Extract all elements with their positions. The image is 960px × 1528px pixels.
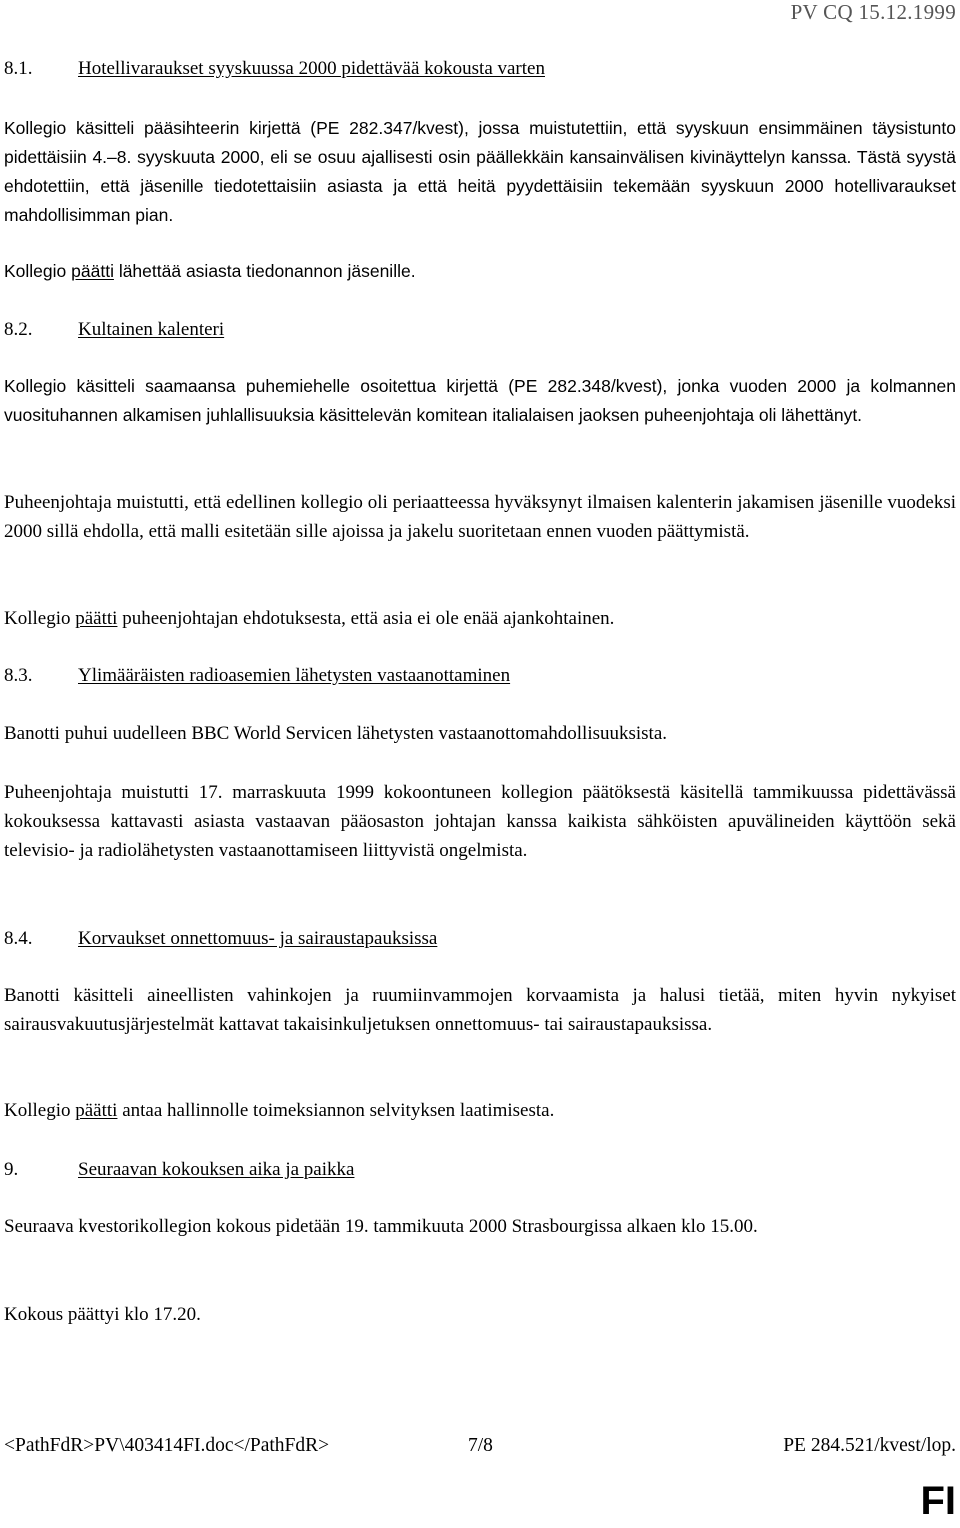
section-number: 8.2. <box>4 319 33 340</box>
section-heading-8-1 <box>4 54 956 83</box>
section-heading-9 <box>4 1155 956 1184</box>
decision-word: päätti <box>71 261 114 281</box>
section-number: 8.1. <box>4 58 33 79</box>
decision-paragraph: Kollegio päätti antaa hallinnolle toimeksiannon selvityksen laatimisesta. <box>4 1100 555 1121</box>
section-title: Seuraavan kokouksen aika ja paikka <box>78 1159 355 1180</box>
section-title: Korvaukset onnettomuus- ja sairaustapauksissa <box>78 928 438 949</box>
paragraph: Kollegio käsitteli saamaansa puhemiehelle osoitettua kirjettä (PE 282.348/kvest), jonka vuoden 2000 ja kolmannen vuosituhannen alkamisen juhlallisuuksia käsittelevän komitean italialaisen jaoksen puheenjohtaja oli lähettänyt. <box>4 376 956 425</box>
footer-page-number: 7/8 <box>468 1435 493 1456</box>
paragraph: Kollegio käsitteli pääsihteerin kirjettä (PE 282.347/kvest), jossa muistutettiin, että syyskuun ensimmäinen täysistunto pidettäisiin 4.–8. syyskuuta 2000, eli se osuu ajallisesti osin päällekkäin kansainvälisen kivinäyttelyn kanssa. Tästä syystä ehdotettiin, että jäsenille tiedotettaisiin asiasta ja että heitä pyydettäisiin tekemään syyskuun 2000 hotellivaraukset mahdollisimman pian. <box>4 118 956 225</box>
paragraph: Kokous päättyi klo 17.20. <box>4 1304 201 1325</box>
section-title: Hotellivaraukset syyskuussa 2000 pidettävää kokousta varten <box>78 58 545 79</box>
paragraph: Puheenjohtaja muistutti 17. marraskuuta 1999 kokoontuneen kollegion päätöksestä käsitellä tammikuussa pidettävässä kokouksessa kattavasti asiasta vastaavan pääosaston johtajan kanssa kaikista sähköisten apuvälineiden käyttöön sekä televisio- ja radiolähetysten vastaanottamiseen liittyvistä ongelmista. <box>4 782 956 861</box>
section-number: 8.4. <box>4 928 33 949</box>
paragraph: Puheenjohtaja muistutti, että edellinen kollegio oli periaatteessa hyväksynyt ilmaisen kalenterin jakamisen jäsenille vuodeksi 2000 sillä ehdolla, että malli esitetään sille ajoissa ja jakelu suoritetaan ennen vuoden päättymistä. <box>4 492 956 542</box>
section-heading-8-2 <box>4 315 956 344</box>
footer-document-path: <PathFdR>PV\403414FI.doc</PathFdR> <box>4 1435 330 1456</box>
section-heading-8-4 <box>4 924 956 953</box>
decision-paragraph: Kollegio päätti puheenjohtajan ehdotuksesta, että asia ei ole enää ajankohtainen. <box>4 608 615 629</box>
paragraph: Banotti puhui uudelleen BBC World Servicen lähetysten vastaanottomahdollisuuksista. <box>4 723 668 744</box>
section-number: 8.3. <box>4 665 33 686</box>
header-reference: PV CQ 15.12.1999 <box>790 0 956 24</box>
footer-reference: PE 284.521/kvest/lop. <box>783 1435 956 1456</box>
decision-paragraph: Kollegio päätti lähettää asiasta tiedonannon jäsenille. <box>4 261 416 281</box>
paragraph: Banotti käsitteli aineellisten vahinkojen ja ruumiinvammojen korvaamista ja halusi tietää, miten hyvin nykyiset sairausvakuutusjärjestelmät kattavat takaisinkuljetuksen onnettomuus- tai sairaustapauksissa. <box>4 985 956 1035</box>
section-title: Kultainen kalenteri <box>78 319 225 340</box>
paragraph: Seuraava kvestorikollegion kokous pidetään 19. tammikuuta 2000 Strasbourgissa alkaen klo 15.00. <box>4 1216 758 1237</box>
decision-word: päätti <box>75 608 118 629</box>
section-number: 9. <box>4 1159 19 1180</box>
section-title: Ylimääräisten radioasemien lähetysten vastaanottaminen <box>78 665 511 686</box>
section-heading-8-3 <box>4 661 956 690</box>
language-code: FI <box>920 1479 956 1523</box>
decision-word: päätti <box>75 1100 118 1121</box>
